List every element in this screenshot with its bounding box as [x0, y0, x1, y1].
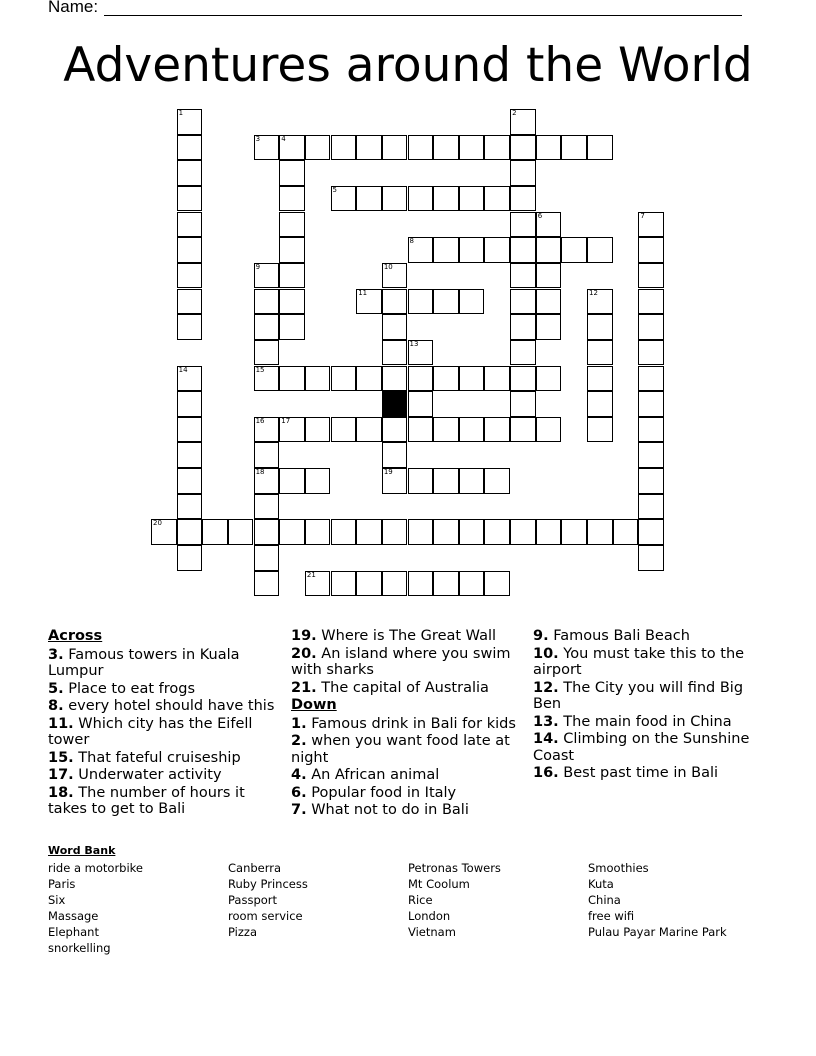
crossword-cell[interactable] [484, 135, 510, 161]
crossword-cell[interactable] [408, 519, 434, 545]
clue-number: 7 [640, 211, 645, 220]
crossword-cell[interactable] [510, 212, 536, 238]
word-bank-item: ride a motorbike [48, 861, 143, 875]
clue-number: 15 [255, 365, 265, 374]
crossword-cell[interactable] [433, 237, 459, 263]
word-bank-item: free wifi [588, 909, 635, 923]
clue-item [291, 628, 526, 645]
clue-item-number: 1. [291, 715, 307, 732]
clue-number: 9 [255, 262, 261, 271]
clue-item-number: 12. [533, 679, 559, 696]
crossword-cell[interactable] [433, 366, 459, 392]
crossword-cell[interactable] [151, 519, 177, 545]
clue-item [533, 765, 768, 782]
crossword-cell[interactable] [382, 340, 408, 366]
crossword-cell[interactable] [638, 366, 664, 392]
crossword-cell[interactable] [484, 417, 510, 443]
word-bank-item: Paris [48, 877, 76, 891]
clue-item-number: 16. [533, 765, 559, 781]
crossword-cell[interactable] [484, 237, 510, 263]
crossword-cell[interactable] [510, 417, 536, 443]
crossword-cell[interactable] [459, 289, 485, 315]
clue-item [291, 716, 526, 733]
crossword-cell[interactable] [459, 519, 485, 545]
clue-number: 1 [178, 109, 184, 117]
crossword-cell[interactable] [279, 314, 305, 340]
crossword-cell[interactable] [254, 314, 280, 340]
word-bank-item: Passport [228, 893, 278, 907]
clue-number: 2 [512, 109, 517, 117]
crossword-cell[interactable] [254, 494, 280, 520]
crossword-cell[interactable] [254, 519, 280, 545]
down-heading: Down [291, 697, 337, 713]
crossword-cell[interactable] [382, 314, 408, 340]
crossword-cell[interactable] [177, 263, 203, 289]
clue-number: 4 [281, 134, 286, 143]
crossword-cell[interactable] [177, 314, 203, 340]
word-bank-column-3 [408, 860, 501, 940]
crossword-cell[interactable] [356, 417, 382, 443]
crossword-cell[interactable] [331, 519, 357, 545]
crossword-cell[interactable] [638, 417, 664, 443]
crossword-cell[interactable] [433, 468, 459, 494]
crossword-cell[interactable] [510, 519, 536, 545]
word-bank-item: room service [228, 909, 303, 923]
crossword-cell[interactable] [638, 494, 664, 520]
word-bank-item: Smoothies [588, 861, 649, 875]
clue-item-number: 11. [48, 715, 74, 732]
crossword-cell[interactable] [408, 237, 434, 263]
crossword-cell[interactable] [228, 519, 254, 545]
crossword-cell[interactable] [279, 160, 305, 186]
clue-item-text: Famous towers in Kuala Lumpur [48, 646, 240, 679]
word-bank-item: Pulau Payar Marine Park [588, 925, 727, 939]
crossword-cell[interactable] [177, 366, 203, 392]
crossword-cell[interactable] [561, 237, 587, 263]
clue-number: 3 [255, 134, 261, 143]
clue-item-text: every hotel should have this [63, 698, 275, 714]
clue-item-number: 13. [533, 713, 559, 730]
crossword-cell[interactable] [638, 442, 664, 468]
crossword-cell[interactable] [177, 519, 203, 545]
clue-item [291, 802, 526, 819]
crossword-cell[interactable] [459, 135, 485, 161]
clue-item [533, 680, 768, 713]
crossword-cell[interactable] [331, 571, 357, 597]
crossword-cell[interactable] [433, 571, 459, 597]
crossword-cell[interactable] [408, 571, 434, 597]
name-label: Name: [48, 0, 99, 16]
crossword-cell[interactable] [382, 417, 408, 443]
crossword-cell[interactable] [510, 314, 536, 340]
clue-item [48, 681, 283, 698]
crossword-cell[interactable] [177, 237, 203, 263]
crossword-cell[interactable] [177, 442, 203, 468]
clue-item-text: The City you will find Big Ben [533, 679, 744, 712]
crossword-cell[interactable] [638, 263, 664, 289]
crossword-cell[interactable] [177, 109, 203, 135]
clue-column-2 [291, 628, 526, 820]
crossword-cell[interactable] [587, 289, 613, 315]
clue-item-text: Place to eat frogs [63, 680, 196, 697]
clue-item-number: 8. [48, 698, 64, 714]
crossword-cell[interactable] [510, 186, 536, 212]
blocked-cell [382, 391, 408, 417]
word-bank-title: Word Bank [48, 844, 116, 857]
crossword-cell[interactable] [279, 366, 305, 392]
crossword-cell[interactable] [408, 186, 434, 212]
crossword-cell[interactable] [459, 366, 485, 392]
crossword-cell[interactable] [459, 468, 485, 494]
word-bank-item: Ruby Princess [228, 877, 308, 891]
crossword-cell[interactable] [536, 314, 562, 340]
clue-item-number: 19. [291, 628, 317, 644]
clue-item-text: Where is The Great Wall [316, 628, 497, 644]
crossword-cell[interactable] [459, 237, 485, 263]
crossword-cell[interactable] [279, 263, 305, 289]
crossword-cell[interactable] [433, 519, 459, 545]
crossword-cell[interactable] [177, 289, 203, 315]
page-title: Adventures around the World [63, 38, 753, 93]
crossword-cell[interactable] [587, 314, 613, 340]
clue-item [48, 785, 283, 818]
crossword-cell[interactable] [356, 366, 382, 392]
clue-number: 19 [383, 468, 393, 477]
crossword-cell[interactable] [382, 289, 408, 315]
crossword-cell[interactable] [305, 519, 331, 545]
crossword-cell[interactable] [356, 135, 382, 161]
crossword-cell[interactable] [484, 366, 510, 392]
crossword-cell[interactable] [587, 340, 613, 366]
crossword-cell[interactable] [638, 289, 664, 315]
crossword-cell[interactable] [279, 135, 305, 161]
crossword-cell[interactable] [408, 391, 434, 417]
clue-item-text: The number of hours it takes to get to Bali [48, 784, 245, 817]
clue-item-number: 9. [533, 628, 549, 644]
crossword-cell[interactable] [536, 237, 562, 263]
clue-item [533, 628, 768, 645]
crossword-cell[interactable] [510, 135, 536, 161]
crossword-cell[interactable] [510, 109, 536, 135]
crossword-cell[interactable] [177, 212, 203, 238]
crossword-cell[interactable] [279, 519, 305, 545]
crossword-cell[interactable] [177, 494, 203, 520]
crossword-cell[interactable] [510, 366, 536, 392]
word-bank-column-2 [228, 860, 308, 940]
crossword-cell[interactable] [254, 289, 280, 315]
crossword-cell[interactable] [382, 571, 408, 597]
clue-item-text: The capital of Australia [316, 679, 489, 696]
clue-item-number: 20. [291, 645, 317, 662]
crossword-cell[interactable] [408, 135, 434, 161]
clue-column-3 [533, 628, 768, 783]
crossword-cell[interactable] [459, 571, 485, 597]
clue-item-number: 18. [48, 784, 74, 801]
clue-item [291, 646, 526, 679]
word-bank-item: Canberra [228, 861, 282, 875]
clue-item-number: 10. [533, 645, 559, 662]
clue-item-text: Famous Bali Beach [548, 628, 690, 644]
crossword-cell[interactable] [382, 186, 408, 212]
clue-item [533, 646, 768, 679]
crossword-cell[interactable] [382, 442, 408, 468]
crossword-cell[interactable] [254, 571, 280, 597]
crossword-cell[interactable] [279, 289, 305, 315]
crossword-cell[interactable] [408, 340, 434, 366]
clue-number: 8 [409, 237, 414, 246]
crossword-cell[interactable] [433, 417, 459, 443]
clue-item [291, 767, 526, 784]
crossword-cell[interactable] [202, 519, 228, 545]
crossword-cell[interactable] [356, 519, 382, 545]
crossword-cell[interactable] [587, 417, 613, 443]
crossword-cell[interactable] [536, 366, 562, 392]
clue-item-number: 3. [48, 646, 64, 663]
word-bank-item: China [588, 893, 621, 907]
word-bank-item: Six [48, 893, 66, 907]
clue-item-number: 7. [291, 802, 307, 818]
clue-item-number: 21. [291, 679, 317, 696]
crossword-cell[interactable] [638, 340, 664, 366]
crossword-cell[interactable] [638, 545, 664, 571]
clue-number: 13 [409, 339, 419, 348]
crossword-cell[interactable] [510, 340, 536, 366]
crossword-cell[interactable] [536, 417, 562, 443]
clue-number: 17 [281, 416, 291, 425]
crossword-cell[interactable] [305, 366, 331, 392]
crossword-cell[interactable] [254, 417, 280, 443]
crossword-cell[interactable] [638, 212, 664, 238]
crossword-cell[interactable] [484, 571, 510, 597]
crossword-cell[interactable] [177, 545, 203, 571]
clue-item [48, 767, 283, 784]
crossword-cell[interactable] [279, 212, 305, 238]
crossword-cell[interactable] [382, 468, 408, 494]
crossword-cell[interactable] [279, 237, 305, 263]
crossword-cell[interactable] [484, 468, 510, 494]
clue-item [48, 750, 283, 767]
crossword-cell[interactable] [561, 135, 587, 161]
crossword-cell[interactable] [408, 289, 434, 315]
clue-item [291, 733, 526, 766]
word-bank-item: Elephant [48, 925, 99, 939]
crossword-cell[interactable] [382, 135, 408, 161]
clue-number: 5 [332, 185, 338, 194]
crossword-cell[interactable] [331, 135, 357, 161]
clue-item-text: Which city has the Eifell tower [48, 715, 253, 748]
clue-item-number: 14. [533, 731, 559, 747]
crossword-cell[interactable] [305, 468, 331, 494]
word-bank-item: Massage [48, 909, 99, 923]
crossword-cell[interactable] [459, 186, 485, 212]
crossword-cell[interactable] [254, 545, 280, 571]
clue-item-text: Famous drink in Bali for kids [306, 715, 516, 732]
across-heading: Across [48, 628, 103, 644]
clue-item [48, 698, 283, 715]
crossword-cell[interactable] [254, 340, 280, 366]
crossword-cell[interactable] [177, 160, 203, 186]
crossword-cell[interactable] [177, 186, 203, 212]
clue-item-number: 2. [291, 733, 307, 749]
crossword-cell[interactable] [638, 391, 664, 417]
clue-item-text: An African animal [306, 767, 440, 783]
clue-number: 21 [306, 570, 316, 579]
clue-number: 20 [153, 519, 162, 528]
clue-column-1 [48, 628, 283, 819]
crossword-cell[interactable] [433, 135, 459, 161]
crossword-cell[interactable] [408, 366, 434, 392]
clue-item-text: You must take this to the airport [533, 645, 745, 678]
crossword-cell[interactable] [177, 391, 203, 417]
crossword-cell[interactable] [587, 135, 613, 161]
clue-item-text: when you want food late at night [291, 733, 510, 766]
clue-item-number: 4. [291, 767, 307, 783]
clue-item [48, 647, 283, 680]
clue-item [48, 716, 283, 749]
crossword-cell[interactable] [382, 366, 408, 392]
crossword-cell[interactable] [510, 391, 536, 417]
crossword-cell[interactable] [356, 571, 382, 597]
clue-item-text: Popular food in Italy [306, 784, 457, 801]
crossword-cell[interactable] [254, 366, 280, 392]
crossword-cell[interactable] [356, 186, 382, 212]
clue-item [533, 731, 768, 764]
word-bank-item: snorkelling [48, 941, 111, 955]
crossword-cell[interactable] [484, 186, 510, 212]
crossword-cell[interactable] [638, 519, 664, 545]
word-bank-item: Kuta [588, 877, 614, 891]
crossword-cell[interactable] [254, 263, 280, 289]
clue-item [291, 785, 526, 802]
clue-item-text: Best past time in Bali [558, 765, 719, 781]
crossword-cell[interactable] [587, 519, 613, 545]
clue-item-text: An island where you swim with sharks [291, 645, 511, 678]
clue-item [291, 680, 526, 697]
crossword-cell[interactable] [638, 468, 664, 494]
crossword-cell[interactable] [279, 417, 305, 443]
crossword-cell[interactable] [382, 519, 408, 545]
crossword-cell[interactable] [459, 417, 485, 443]
crossword-cell[interactable] [356, 289, 382, 315]
clue-item-text: The main food in China [558, 713, 732, 730]
clue-number: 12 [589, 288, 598, 297]
crossword-cell[interactable] [408, 468, 434, 494]
crossword-cell[interactable] [561, 519, 587, 545]
clue-item-number: 15. [48, 749, 74, 766]
crossword-cell[interactable] [433, 186, 459, 212]
clue-item-number: 5. [48, 680, 64, 697]
clue-item-text: That fateful cruiseship [73, 749, 241, 766]
word-bank-column-4 [588, 860, 727, 940]
crossword-cell[interactable] [638, 237, 664, 263]
word-bank-item: Petronas Towers [408, 861, 501, 875]
crossword-cell[interactable] [408, 417, 434, 443]
crossword-cell[interactable] [177, 417, 203, 443]
crossword-cell[interactable] [536, 135, 562, 161]
crossword-cell[interactable] [177, 468, 203, 494]
crossword-cell[interactable] [510, 160, 536, 186]
clue-number: 10 [383, 262, 393, 271]
crossword-cell[interactable] [331, 366, 357, 392]
crossword-cell[interactable] [587, 391, 613, 417]
crossword-cell[interactable] [279, 468, 305, 494]
crossword-cell[interactable] [254, 468, 280, 494]
crossword-cell[interactable] [536, 289, 562, 315]
clue-number: 18 [255, 468, 265, 477]
word-bank-item: Mt Coolum [408, 877, 470, 891]
word-bank-item: Vietnam [408, 925, 456, 939]
word-bank-item: London [408, 909, 451, 923]
crossword-cell[interactable] [254, 442, 280, 468]
clue-number: 6 [537, 211, 543, 220]
crossword-cell[interactable] [484, 519, 510, 545]
crossword-cell[interactable] [305, 135, 331, 161]
clue-number: 14 [178, 365, 188, 374]
crossword-cell[interactable] [510, 289, 536, 315]
word-bank-item: Pizza [228, 925, 257, 939]
crossword-cell[interactable] [510, 237, 536, 263]
clue-item-text: Underwater activity [73, 767, 222, 783]
crossword-cell[interactable] [510, 263, 536, 289]
crossword-cell[interactable] [536, 263, 562, 289]
crossword-cell[interactable] [536, 212, 562, 238]
word-bank-item: Rice [408, 893, 433, 907]
crossword-cell[interactable] [305, 417, 331, 443]
crossword-cell[interactable] [382, 263, 408, 289]
clue-item-text: What not to do in Bali [306, 802, 469, 818]
clue-item-number: 6. [291, 784, 307, 801]
word-bank-column-1 [48, 860, 143, 956]
crossword-cell[interactable] [638, 314, 664, 340]
clue-number: 16 [255, 416, 265, 425]
crossword-cell[interactable] [613, 519, 639, 545]
crossword-cell[interactable] [433, 289, 459, 315]
crossword-cell[interactable] [254, 135, 280, 161]
crossword-cell[interactable] [587, 237, 613, 263]
clue-item-number: 17. [48, 767, 74, 783]
crossword-cell[interactable] [587, 366, 613, 392]
crossword-cell[interactable] [331, 417, 357, 443]
crossword-cell[interactable] [305, 571, 331, 597]
crossword-cell[interactable] [536, 519, 562, 545]
crossword-cell[interactable] [279, 186, 305, 212]
crossword-cell[interactable] [331, 186, 357, 212]
clue-number: 11 [358, 288, 368, 297]
clue-item [533, 714, 768, 731]
crossword-cell[interactable] [177, 135, 203, 161]
clue-item-text: Climbing on the Sunshine Coast [533, 731, 750, 764]
